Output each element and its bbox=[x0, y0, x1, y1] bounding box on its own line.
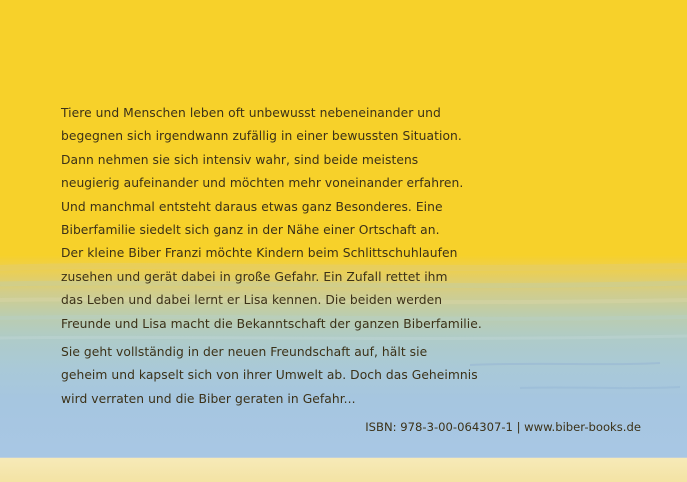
blurb-paragraph-2: Sie geht vollständig in der neuen Freundschaft auf, hält sie geheim und kapselt sich von ihrer Umwelt ab. Doch das Geheimnis wird verraten und die Biber geraten in Gefahr... bbox=[61, 345, 478, 406]
blurb-text bbox=[61, 102, 531, 411]
isbn-website-line: ISBN: 978-3-00-064307-1 | www.biber-books.de bbox=[365, 420, 641, 434]
blurb-paragraph-1: Tiere und Menschen leben oft unbewusst nebeneinander und begegnen sich irgendwann zufällig in einer bewussten Situation. Dann nehmen sie sich intensiv wahr, sind beide meistens neugierig aufeinander und möchten mehr voneinander erfahren. Und manchmal entsteht daraus etwas ganz Besonderes. Eine Biberfamilie siedelt sich ganz in der Nähe einer Ortschaft an. Der kleine Biber Franzi möchte Kindern beim Schlittschuhlaufen zusehen und gerät dabei in große Gefahr. Ein Zufall rettet ihm das Leben und dabei lernt er Lisa kennen. Die beiden werden Freunde und Lisa macht die Bekanntschaft der ganzen Biberfamilie. bbox=[61, 106, 482, 331]
sand-strip bbox=[0, 458, 687, 482]
